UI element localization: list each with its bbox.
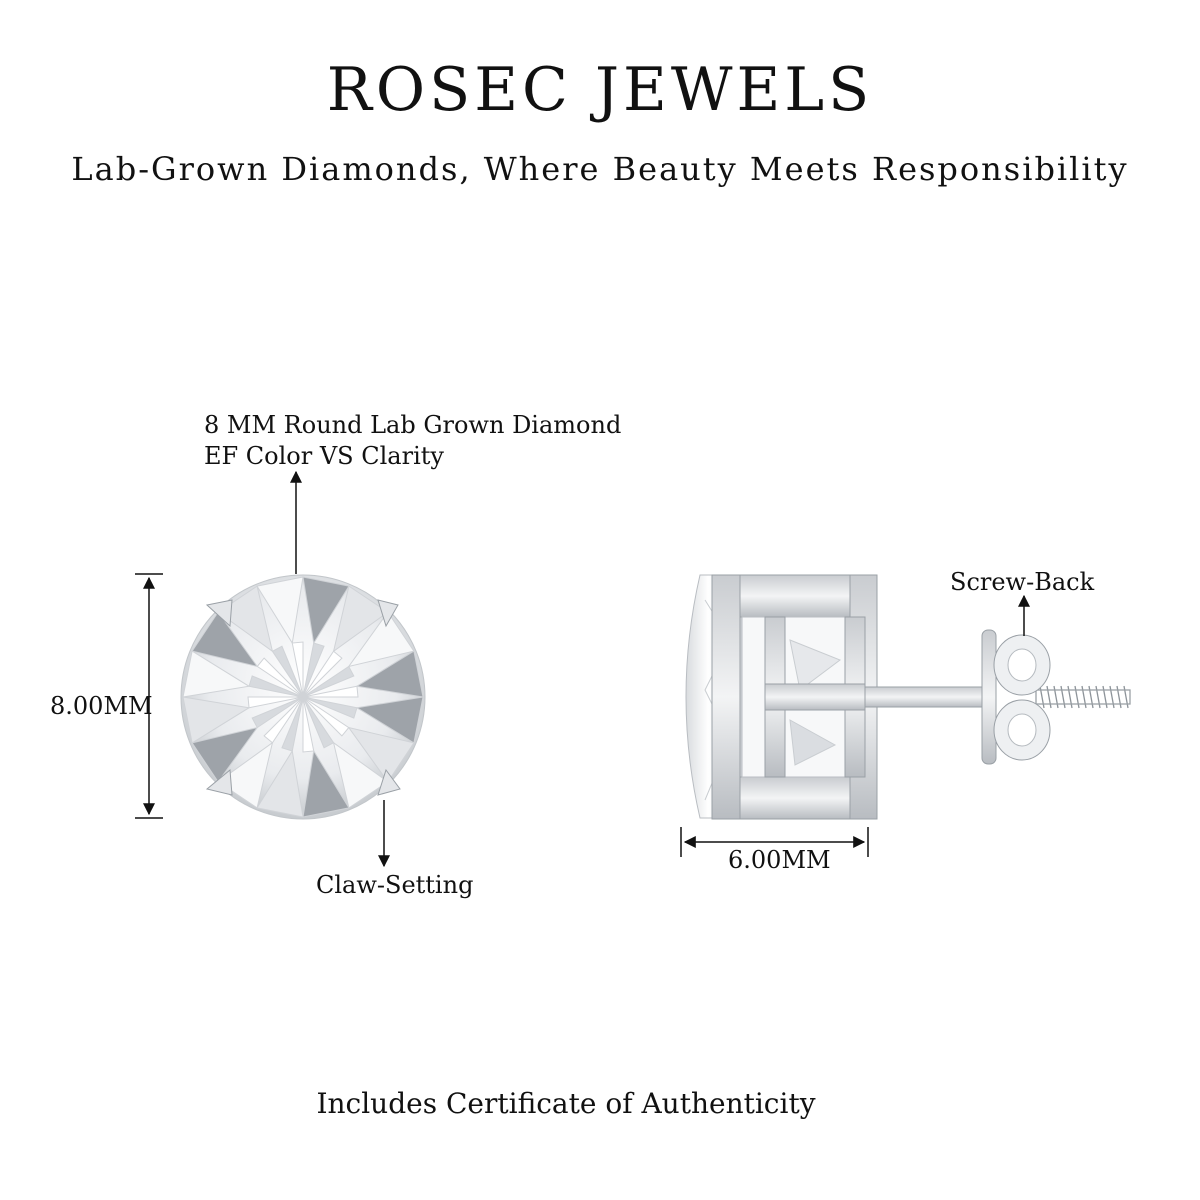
screw-back-label: Screw-Back (950, 568, 1095, 596)
thread (1089, 686, 1093, 708)
brand-title: ROSEC JEWELS (326, 55, 874, 125)
thread (1047, 686, 1051, 708)
thread (1110, 686, 1114, 708)
thread (1054, 686, 1058, 708)
thread (1082, 686, 1086, 708)
thread (1103, 686, 1107, 708)
thread (1096, 686, 1100, 708)
stone-spec-line-1: 8 MM Round Lab Grown Diamond (204, 411, 622, 439)
earring-side-view (686, 575, 1130, 819)
round-diamond-top-view (181, 575, 425, 819)
claw-setting-label: Claw-Setting (316, 871, 474, 899)
stone-spec-line-2: EF Color VS Clarity (204, 442, 444, 470)
thread (1061, 686, 1065, 708)
thread (1075, 686, 1079, 708)
thread (1040, 686, 1044, 708)
height-dimension-label: 8.00MM (50, 692, 153, 720)
tagline: Lab-Grown Diamonds, Where Beauty Meets Responsibility (71, 150, 1129, 188)
thread (1124, 686, 1128, 708)
thread (1068, 686, 1072, 708)
thread (1117, 686, 1121, 708)
certificate-note: Includes Certificate of Authenticity (316, 1087, 816, 1120)
width-dimension-label: 6.00MM (728, 846, 831, 874)
